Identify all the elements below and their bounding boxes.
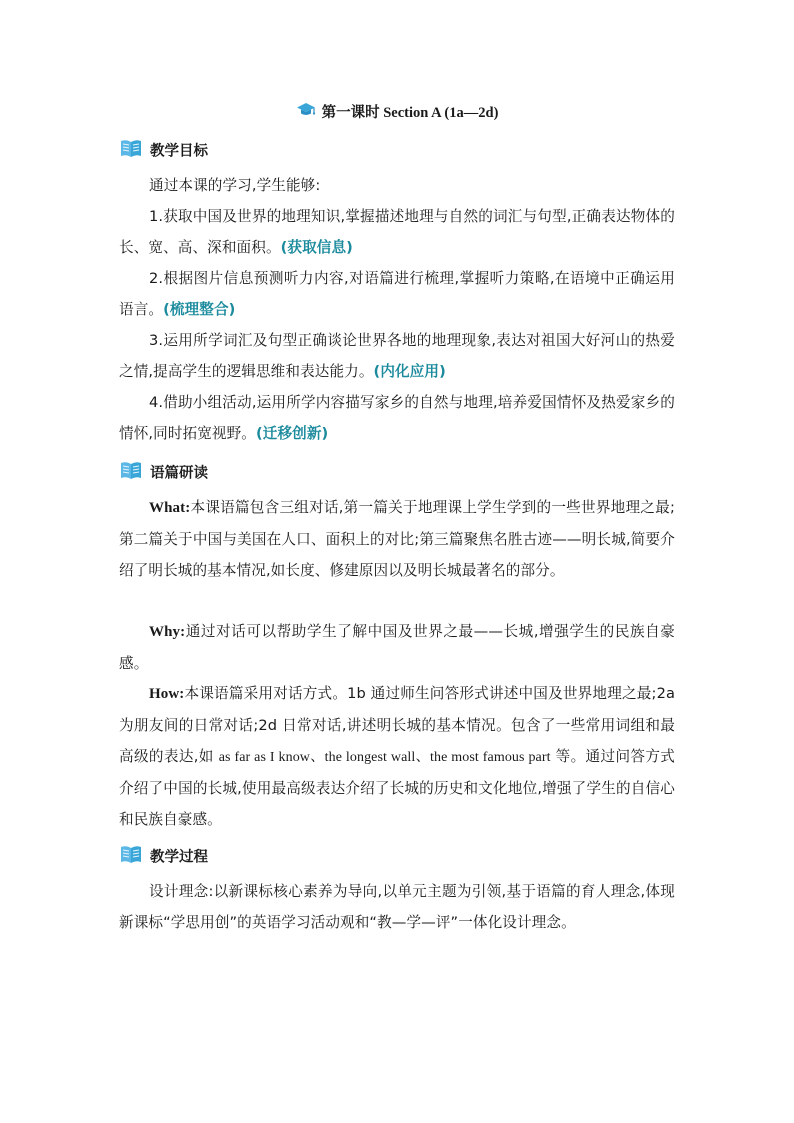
- goals-intro: 通过本课的学习,学生能够:: [149, 177, 321, 194]
- section-heading-text: 语篇研读: [150, 465, 208, 482]
- how-label: How:: [149, 686, 185, 702]
- analysis-what: What:本课语篇包含三组对话,第一篇关于地理课上学生学到的一些世界地理之最;第二篇关于中国与美国在人口、面积上的对比;第三篇聚焦名胜古迹——明长城,简要介绍了明长城的基本情况,如长度、修建原因以及明长城最著名的部分。: [119, 499, 675, 579]
- section-heading-text: 教学过程: [150, 849, 208, 866]
- goal-item-3: 3.运用所学词汇及句型正确谈论世界各地的地理现象,表达对祖国大好河山的热爱之情,提高学生的逻辑思维和表达能力。(内化应用): [119, 332, 675, 380]
- open-book-icon: [120, 460, 142, 487]
- open-book-icon: [120, 844, 142, 871]
- section-heading-process: [120, 844, 208, 866]
- goal-tag: (内化应用): [373, 363, 446, 380]
- lesson-title-text: 第一课时 Section A (1a—2d): [321, 105, 499, 121]
- goal-tag: (获取信息): [280, 239, 353, 256]
- goal-tag: (梳理整合): [163, 301, 236, 318]
- process-text: 设计理念:以新课标核心素养为导向,以单元主题为引领,基于语篇的育人理念,体现新课标“学思用创”的英语学习活动观和“教—学—评”一体化设计理念。: [119, 883, 675, 931]
- english-phrases: as far as I know、the longest wall、the most famous part: [218, 750, 551, 765]
- section-heading-goals: [120, 138, 208, 160]
- analysis-why: Why:通过对话可以帮助学生了解中国及世界之最——长城,增强学生的民族自豪感。: [119, 623, 675, 672]
- what-label: What:: [149, 500, 191, 516]
- open-book-icon: [120, 138, 142, 165]
- section-heading-analysis: [120, 460, 208, 482]
- goal-tag: (迁移创新): [255, 425, 329, 442]
- goal-item-1: 1.获取中国及世界的地理知识,掌握描述地理与自然的词汇与句型,正确表达物体的长、宽、高、深和面积。(获取信息): [119, 208, 675, 256]
- goal-item-4: 4.借助小组活动,运用所学内容描写家乡的自然与地理,培养爱国情怀及热爱家乡的情怀,同时拓宽视野。(迁移创新): [119, 394, 675, 442]
- graduation-cap-icon: [296, 102, 316, 126]
- lesson-title: [0, 101, 794, 125]
- section-heading-text: 教学目标: [150, 143, 208, 160]
- goal-item-2: 2.根据图片信息预测听力内容,对语篇进行梳理,掌握听力策略,在语境中正确运用语言。(梳理整合): [119, 270, 675, 318]
- why-label: Why:: [149, 624, 186, 640]
- analysis-how: How:本课语篇采用对话方式。1b 通过师生问答形式讲述中国及世界地理之最;2a 为朋友间的日常对话;2d 日常对话,讲述明长城的基本情况。包含了一些常用词组和最高级的表达,如 as far as I know、the longest wall、the most famous part 等。通过问答方式介绍了中国的长城,使用最高级表达介绍了长城的历史和文化地位,增强了学生的自信心和民族自豪感。: [119, 685, 675, 828]
